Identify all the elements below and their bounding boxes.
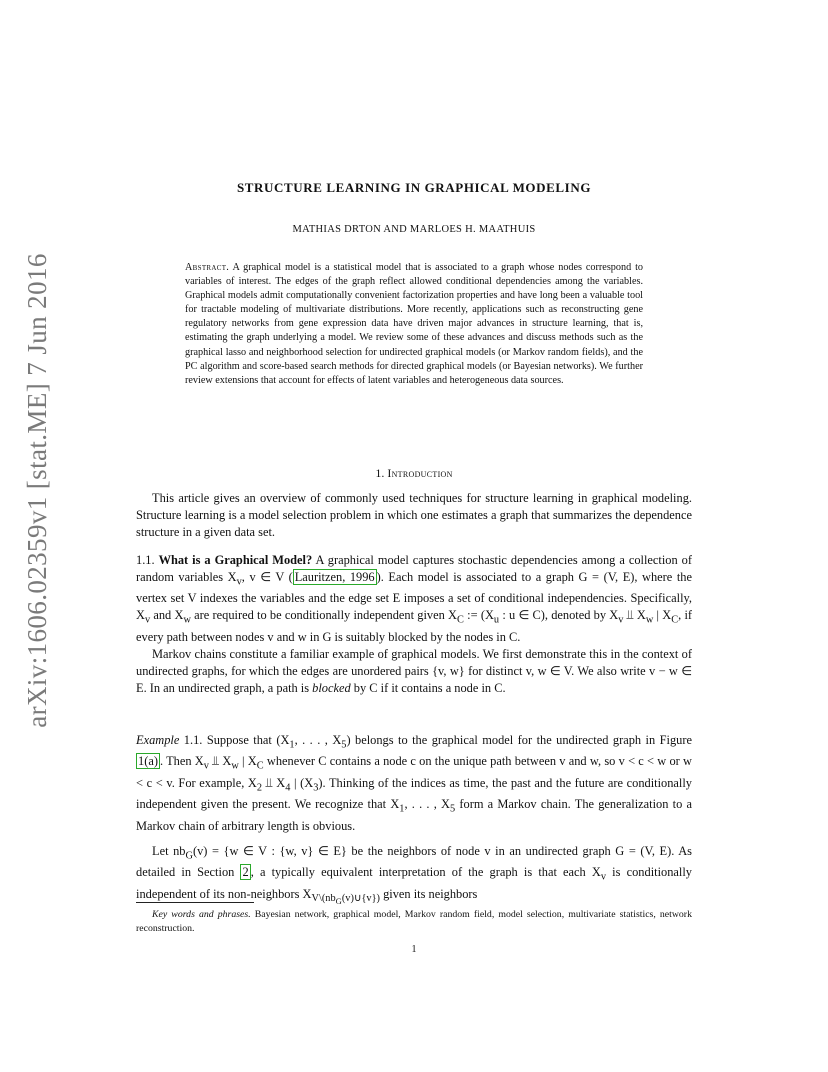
emphasis: blocked — [312, 680, 351, 695]
footnote — [136, 908, 692, 936]
text-span: := (X — [463, 608, 494, 623]
subscript: C — [256, 760, 264, 772]
text-span: | X — [238, 754, 257, 769]
subscript: 5 — [449, 803, 456, 815]
arxiv-identifier-text: arXiv:1606.02359v1 [stat.ME] 7 Jun 2016 — [21, 252, 52, 728]
text-span: ⫫ X — [623, 608, 646, 623]
section-number: 1. — [375, 466, 388, 480]
text-span: whenever C contains a node c on the unique path between v and w, so v < c < w or w < c < v. For example, X — [136, 754, 693, 790]
text-span: , a typically equivalent interpretation of the graph is that each X — [250, 865, 601, 880]
text-span: form a Markov chain. The generalization to a Markov chain of arbitrary length is obvious. — [136, 797, 692, 833]
subscript: v — [203, 760, 209, 772]
neighbors-paragraph — [136, 843, 692, 910]
section-heading — [0, 466, 828, 481]
text-span: by C if it contains a node in C. — [350, 680, 506, 695]
paper-title: STRUCTURE LEARNING IN GRAPHICAL MODELING — [236, 180, 592, 195]
subscript: u — [493, 614, 500, 626]
abstract-text: A graphical model is a statistical model that is associated to a graph whose nodes correspond to variables of interest. The edges of the graph reflect allowed conditional dependencies among the variables. Graphical models admit computationally convenient factorization properties and have long been a valuable tool for tractable modeling of multivariate distributions. More recently, applications such as reconstructing gene regulatory networks from gene expression data have driven major advances in structure learning, that is, estimating the graph underlying a model. We review some of these advances and discuss methods such as the graphical lasso and neighborhood selection for undirected graphical models (or Markov random fields), and the PC algorithm and score-based search methods for directed graphical models (or Bayesian networks). We further review extensions that account for effects of latent variables and heterogeneous data sources. — [185, 262, 643, 386]
subsection-graphical-model — [136, 552, 692, 697]
subscript: 3 — [313, 782, 319, 794]
text-span: (v) = {w ∈ V : {w, v} ∈ E} be the neighbors of node v in an undirected graph G = (V, E). As detailed in Section — [136, 844, 693, 880]
abstract-label: Abstract. — [185, 262, 230, 273]
text-span: | (X — [290, 775, 314, 790]
text-span: and X — [150, 608, 184, 623]
subscript: v — [600, 871, 607, 883]
subscript: G — [335, 896, 342, 907]
page-number: 1 — [411, 944, 417, 955]
text-span: ⫫ X — [208, 754, 232, 769]
subscript: w — [183, 614, 191, 626]
text-span: Markov chains constitute a familiar example of graphical models. We first demonstrate this in the context of undirected graphs, for which the edges are unordered pairs {v, w} for distinct v, w ∈ V. We also write v − w ∈ E. In an undirected graph, a path is — [136, 646, 692, 695]
text-span: 1.1. Suppose that (X — [179, 733, 290, 747]
text-span: Let nb — [152, 844, 186, 858]
subscript-part: (v)∪{v}) — [341, 893, 380, 905]
subscript: 5 — [341, 739, 347, 751]
intro-text: This article gives an overview of commonly used techniques for structure learning in graphical modeling. Structure learning is a model selection problem in which one estimates a graph that summarizes the dependence structure in a given data set. — [136, 491, 692, 539]
text-span: , v ∈ V ( — [241, 570, 293, 584]
text-span: ⫫ X — [262, 775, 286, 790]
subsection-number: 1.1. — [136, 553, 159, 567]
subscript: w — [645, 614, 654, 626]
intro-paragraph — [136, 490, 692, 541]
text-span: ). Thinking of the indices as time, the past and the future are conditionally independent given the present. We recognize that X — [136, 775, 693, 812]
text-span: given its neighbors — [379, 886, 478, 901]
footnote-text: Bayesian network, graphical model, Markov random field, model selection, multivariate statistics, network reconstruction. — [136, 909, 692, 934]
text-span: is conditionally independent of its non-neighbors X — [136, 865, 692, 901]
subscript: 4 — [285, 782, 291, 794]
subsection-title: What is a Graphical Model? — [158, 553, 313, 567]
neighbors-text — [136, 843, 692, 910]
subsection-paragraph-1 — [136, 552, 692, 646]
text-span: are required to be conditionally independent given X — [190, 608, 458, 623]
subscript: G — [185, 850, 193, 862]
example-1-1 — [136, 732, 692, 835]
example-label: Example — [136, 733, 180, 747]
footnote-divider — [136, 902, 254, 903]
subscript: C — [457, 614, 464, 626]
arxiv-identifier — [20, 252, 54, 728]
abstract — [185, 261, 643, 388]
subscript: 1 — [399, 803, 405, 815]
subscript: v — [236, 576, 242, 588]
subscript: 2 — [256, 782, 263, 794]
example-paragraph — [136, 732, 692, 835]
text-span: . Then X — [159, 754, 204, 769]
text-span: , if every path between nodes v and w in G is suitably blocked by the nodes in C. — [136, 608, 693, 644]
section-title: Introduction — [387, 466, 453, 480]
citation-link-lauritzen[interactable]: Lauritzen, 1996 — [294, 570, 375, 584]
subscript-part: V\(nb — [311, 893, 336, 905]
subscript: v — [618, 614, 624, 626]
footnote-label: Key words and phrases. — [152, 909, 251, 920]
subscript: C — [671, 614, 679, 626]
text-span: , . . . , X — [404, 797, 450, 812]
text-span: ). Each model is associated to a graph G = (V, E), where the vertex set V indexes the variables and the edge set E imposes a set of conditional independencies. Specifically, X — [136, 570, 692, 623]
subscript: w — [231, 760, 239, 772]
subsection-paragraph-2 — [136, 646, 692, 697]
text-span: | X — [653, 608, 672, 623]
figure-link-1a[interactable]: 1(a) — [138, 754, 158, 769]
text-span: , . . . , X — [294, 733, 342, 747]
paper-authors: MATHIAS DRTON AND MARLOES H. MAATHUIS — [292, 224, 536, 235]
subscript: v — [144, 614, 151, 626]
text-span: A graphical model captures stochastic dependencies among a collection of random variables X — [136, 553, 692, 584]
section-link-2[interactable]: 2 — [242, 865, 249, 880]
text-span: : u ∈ C), denoted by X — [499, 608, 619, 623]
subscript: 1 — [289, 739, 295, 751]
text-span: ) belongs to the graphical model for the undirected graph in Figure — [346, 733, 693, 747]
subscript — [311, 893, 380, 907]
